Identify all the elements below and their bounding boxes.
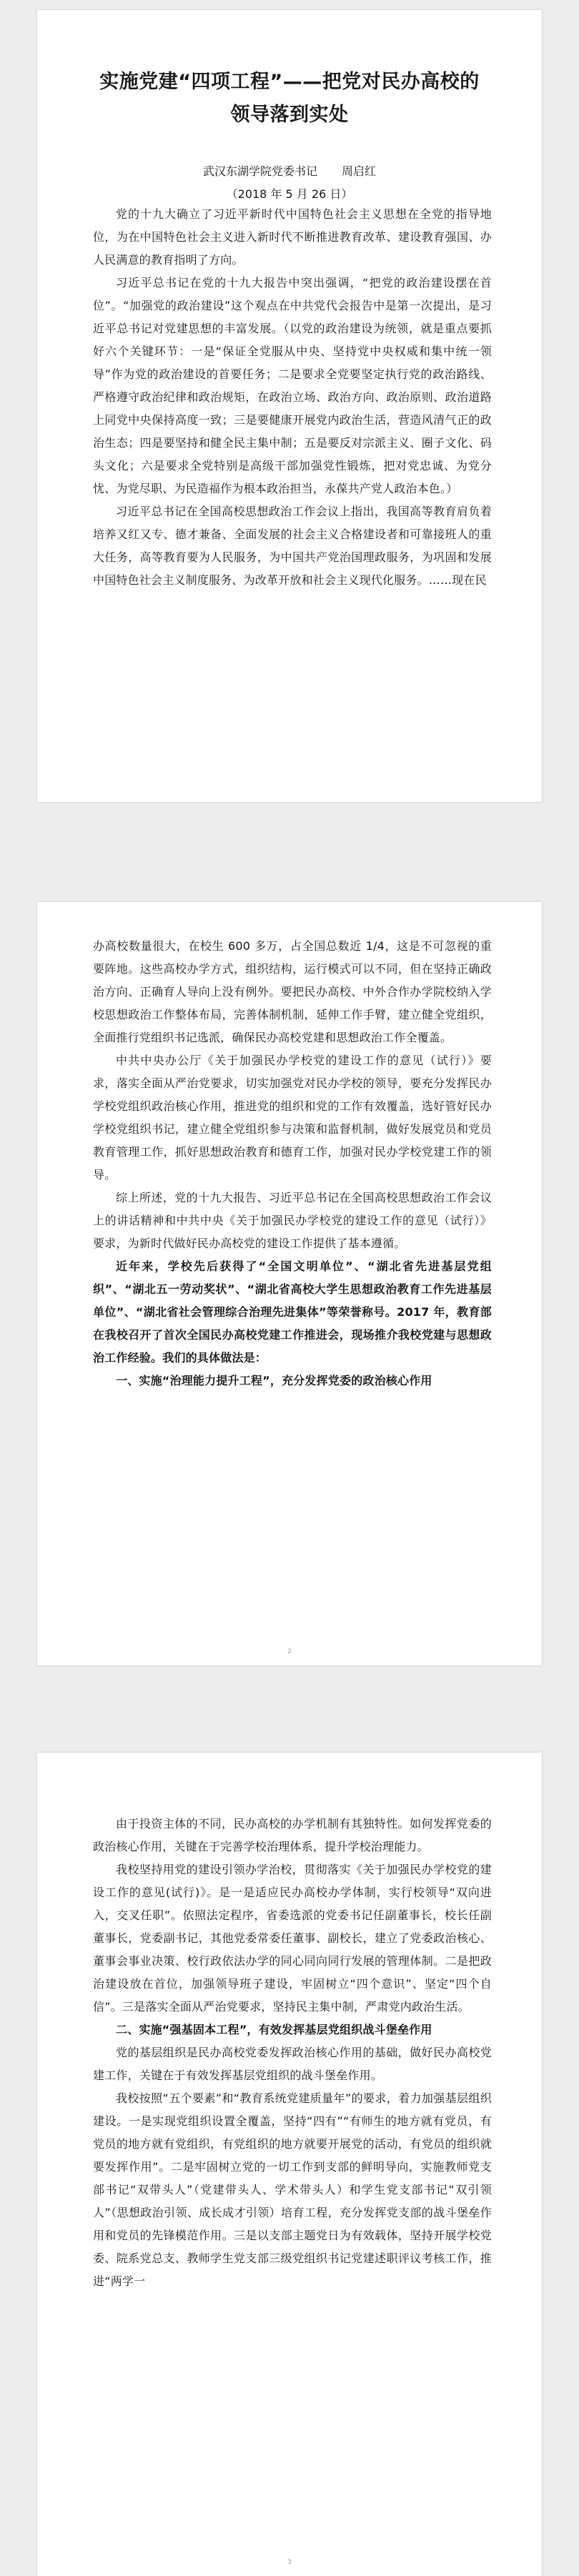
page-1-body <box>93 203 492 592</box>
section-heading: 一、实施“治理能力提升工程”，充分发挥党委的政治核心作用 <box>116 1374 432 1387</box>
paragraph: 近年来，学校先后获得了“全国文明单位”、“湖北省先进基层党组织”、“湖北五一劳动奖状”、“湖北省高校大学生思想政治教育工作先进基层单位”、“湖北省社会管理综合治理先进集体”等荣誉称号。2017 年，教育部在我校召开了首次全国民办高校党建工作推进会，现场推介我校党建与思想政治工作经验。我们的具体做法是： <box>93 1259 492 1364</box>
page-3-body <box>93 1813 492 2293</box>
page-number: 2 <box>287 1648 292 1655</box>
page-number: 3 <box>287 2559 292 2566</box>
section-heading: 二、实施“强基固本工程”，有效发挥基层党组织战斗堡垒作用 <box>116 2023 432 2036</box>
paragraph: 习近平总书记在全国高校思想政治工作会议上指出，我国高等教育肩负着培养又红又专、德才兼备、全面发展的社会主义合格建设者和可靠接班人的重大任务，高等教育要为人民服务，为中国共产党治国理政服务，为巩固和发展中国特色社会主义制度服务、为改革开放和社会主义现代化服务。……现在民 <box>93 505 492 587</box>
paragraph: 党的十九大确立了习近平新时代中国特色社会主义思想在全党的指导地位，为在中国特色社会主义进入新时代不断推进教育改革、建设教育强国、办人民满意的教育指明了方向。 <box>93 207 492 267</box>
paragraph: 党的基层组织是民办高校党委发挥政治核心作用的基础，做好民办高校党建工作，关键在于有效发挥基层党组织的战斗堡垒作用。 <box>93 2046 492 2082</box>
document-date: （2018 年 5 月 26 日） <box>226 187 353 201</box>
paragraph: 办高校数量很大，在校生 600 多万，占全国总数近 1/4，这是不可忽视的重要阵地。这些高校办学方式，组织结构，运行模式可以不同，但在坚持正确政治方向、正确育人导向上没有例外。要把民办高校、中外合作办学院校纳入学校思想政治工作整体布局，完善体制机制，延伸工作手臂，建立健全党组织，全面推行党组织书记选派，确保民办高校党建和思想政治工作全覆盖。 <box>93 939 492 1044</box>
paragraph: 中共中央办公厅《关于加强民办学校党的建设工作的意见（试行）》要求，落实全面从严治党要求，切实加强党对民办学校的领导，要充分发挥民办学校党组织政治核心作用，推进党的组织和党的工作有效覆盖，选好管好民办学校党组织书记，建立健全党组织参与决策和监督机制，做好发展党员和党员教育管理工作，抓好思想政治教育和德育工作，加强对民办学校党建工作的领导。 <box>93 1054 492 1182</box>
document-page-3 <box>37 1753 542 2576</box>
document-page-1 <box>37 10 542 802</box>
paragraph: 我校按照“五个要素”和“教育系统党建质量年”的要求，着力加强基层组织建设。一是实现党组织设置全覆盖，坚持“四有”“有师生的地方就有党员，有党员的地方就有党组织，有党组织的地方就要开展党的活动，有党员的组织就要发挥作用”。二是牢固树立党的一切工作到支部的鲜明导向，实施教师党支部书记“双带头人”（党建带头人、学术带头人）和学生党支部书记“双引领人”（思想政治引领、成长成才引领）培育工程，充分发挥党支部的战斗堡垒作用和党员的先锋模范作用。三是以支部主题党日为有效载体，坚持开展学校党委、院系党总支、教师学生党支部三级党组织书记党建述职评议考核工作，推进“两学一 <box>93 2091 492 2288</box>
page-2-body <box>93 935 492 1392</box>
author-org: 武汉东湖学院党委书记 <box>202 164 317 178</box>
paragraph: 综上所述，党的十九大报告、习近平总书记在全国高校思想政治工作会议上的讲话精神和中共中央《关于加强民办学校党的建设工作的意见（试行）》要求，为新时代做好民办高校党的建设工作提供了基本遵循。 <box>93 1191 492 1250</box>
document-title: 实施党建“四项工程”——把党对民办高校的领导落到实处 <box>99 71 480 126</box>
paragraph: 由于投资主体的不同，民办高校的办学机制有其独特性。如何发挥党委的政治核心作用，关键在于完善学校治理体系，提升学校治理能力。 <box>93 1817 492 1853</box>
paragraph: 我校坚持用党的建设引领办学治校，贯彻落实《关于加强民办学校党的建设工作的意见(试行)》。是一是适应民办高校办学体制，实行校领导“双向进入，交叉任职”。依照法定程序，省委选派的党委书记任副董事长，校长任副董事长，党委副书记，其他党委常委任董事、副校长，建立了党委政治核心、董事会事业决策、校行政依法办学的同心同向同行发展的管理体制。二是把政治建设放在首位，加强领导班子建设，牢固树立“四个意识”、坚定“四个自信”。三是落实全面从严治党要求，坚持民主集中制，严肃党内政治生活。 <box>93 1863 492 2013</box>
author-line <box>37 163 542 180</box>
document-page-2 <box>37 902 542 1665</box>
author-name: 周启红 <box>342 164 377 178</box>
paragraph: 习近平总书记在党的十九大报告中突出强调，“把党的政治建设摆在首位”。“加强党的政治建设”这个观点在中共党代会报告中是第一次提出，是习近平总书记对党建思想的丰富发展。（以党的政治建设为统领，就是重点要抓好六个关键环节：一是“保证全党服从中央、坚持党中央权威和集中统一领导”作为党的政治建设的首要任务；二是要求全党要坚定执行党的政治路线、严格遵守政治纪律和政治规矩，在政治立场、政治方向、政治原则、政治道路上同党中央保持高度一致；三是要健康开展党内政治生活，营造风清气正的政治生态；四是要坚持和健全民主集中制；五是要反对宗派主义、圈子文化、码头文化；六是要求全党特别是高级干部加强党性锻炼，把对党忠诚、为党分忧、为党尽职、为民造福作为根本政治担当，永葆共产党人政治本色。） <box>93 276 492 495</box>
